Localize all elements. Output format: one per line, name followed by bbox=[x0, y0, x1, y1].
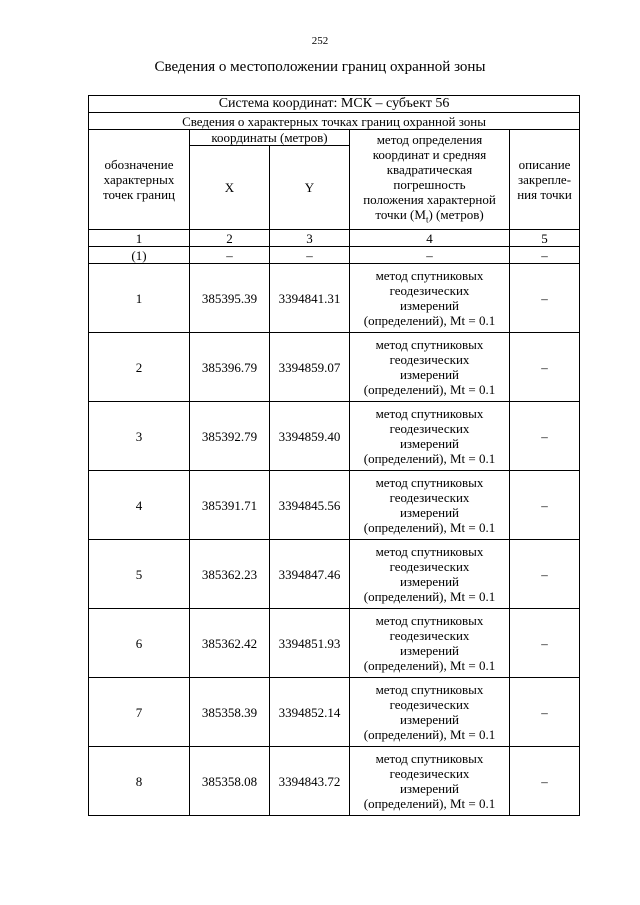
method-line: метод спутниковых bbox=[375, 544, 484, 559]
method-line: метод спутниковых bbox=[375, 751, 484, 766]
y-coordinate: 3394852.14 bbox=[270, 678, 350, 747]
first-row-cell: – bbox=[270, 247, 350, 264]
description-cell: – bbox=[510, 333, 580, 402]
header-method-line: квадратическая bbox=[386, 161, 473, 177]
method-line: (определений), Mt = 0.1 bbox=[363, 382, 496, 397]
method-line: измерений bbox=[399, 643, 460, 658]
first-row-cell: – bbox=[510, 247, 580, 264]
method-cell bbox=[350, 747, 510, 816]
point-id: 7 bbox=[89, 678, 190, 747]
x-coordinate: 385395.39 bbox=[190, 264, 270, 333]
method-cell bbox=[350, 609, 510, 678]
method-line: (определений), Mt = 0.1 bbox=[363, 658, 496, 673]
method-cell bbox=[350, 471, 510, 540]
method-line: геодезических bbox=[389, 766, 470, 781]
header-method-subscript: t bbox=[425, 214, 429, 225]
method-line: измерений bbox=[399, 781, 460, 796]
header-y: Y bbox=[270, 146, 350, 230]
method-line: метод спутниковых bbox=[375, 337, 484, 352]
table-row bbox=[89, 540, 580, 609]
method-cell bbox=[350, 333, 510, 402]
description-cell: – bbox=[510, 402, 580, 471]
method-line: геодезических bbox=[389, 283, 470, 298]
method-line: метод спутниковых bbox=[375, 406, 484, 421]
description-cell: – bbox=[510, 678, 580, 747]
x-coordinate: 385358.39 bbox=[190, 678, 270, 747]
method-cell bbox=[350, 678, 510, 747]
description-cell: – bbox=[510, 264, 580, 333]
first-row-cell: – bbox=[350, 247, 510, 264]
header-description bbox=[510, 130, 580, 230]
description-cell: – bbox=[510, 471, 580, 540]
x-coordinate: 385396.79 bbox=[190, 333, 270, 402]
description-cell: – bbox=[510, 609, 580, 678]
page-number: 252 bbox=[311, 35, 329, 47]
header-coordinates-group: координаты (метров) bbox=[190, 130, 350, 146]
header-method-suffix: ) (метров) bbox=[428, 206, 484, 222]
y-coordinate: 3394841.31 bbox=[270, 264, 350, 333]
table-row bbox=[89, 609, 580, 678]
table-row bbox=[89, 471, 580, 540]
method-line: (определений), Mt = 0.1 bbox=[363, 520, 496, 535]
coordinates-table bbox=[88, 95, 580, 816]
method-line: геодезических bbox=[389, 490, 470, 505]
column-number: 3 bbox=[270, 230, 350, 247]
method-line: геодезических bbox=[389, 559, 470, 574]
point-id: 8 bbox=[89, 747, 190, 816]
column-number: 1 bbox=[89, 230, 190, 247]
method-line: измерений bbox=[399, 367, 460, 382]
column-number: 5 bbox=[510, 230, 580, 247]
method-line: измерений bbox=[399, 298, 460, 313]
method-line: измерений bbox=[399, 505, 460, 520]
header-designation-line: обозначение bbox=[104, 157, 174, 172]
header-method bbox=[350, 130, 510, 230]
description-cell: – bbox=[510, 540, 580, 609]
method-line: измерений bbox=[399, 574, 460, 589]
method-cell bbox=[350, 402, 510, 471]
y-coordinate: 3394845.56 bbox=[270, 471, 350, 540]
method-line: (определений), Mt = 0.1 bbox=[363, 451, 496, 466]
header-designation-line: точек границ bbox=[102, 187, 176, 202]
table-row bbox=[89, 747, 580, 816]
y-coordinate: 3394847.46 bbox=[270, 540, 350, 609]
description-cell: – bbox=[510, 747, 580, 816]
header-description-line: описание bbox=[518, 157, 571, 172]
point-id: 1 bbox=[89, 264, 190, 333]
method-line: метод спутниковых bbox=[375, 475, 484, 490]
table-row bbox=[89, 402, 580, 471]
method-line: метод спутниковых bbox=[375, 613, 484, 628]
method-line: метод спутниковых bbox=[375, 268, 484, 283]
column-number: 4 bbox=[350, 230, 510, 247]
header-description-line: закрепле- bbox=[518, 172, 572, 187]
method-line: (определений), Mt = 0.1 bbox=[363, 589, 496, 604]
method-cell bbox=[350, 540, 510, 609]
header-method-line bbox=[352, 207, 507, 228]
method-line: (определений), Mt = 0.1 bbox=[363, 796, 496, 811]
x-coordinate: 385362.23 bbox=[190, 540, 270, 609]
method-line: (определений), Mt = 0.1 bbox=[363, 313, 496, 328]
header-method-line: погрешность bbox=[393, 176, 466, 192]
header-designation-line: характерных bbox=[103, 172, 175, 187]
method-cell bbox=[350, 264, 510, 333]
points-section-header: Сведения о характерных точках границ охранной зоны bbox=[89, 113, 580, 130]
y-coordinate: 3394859.40 bbox=[270, 402, 350, 471]
header-designation bbox=[89, 130, 190, 230]
method-line: измерений bbox=[399, 712, 460, 727]
header-method-line: положения характерной bbox=[363, 191, 496, 207]
table-row bbox=[89, 678, 580, 747]
x-coordinate: 385362.42 bbox=[190, 609, 270, 678]
method-line: геодезических bbox=[389, 421, 470, 436]
coordinate-system-header: Система координат: МСК – субъект 56 bbox=[89, 96, 580, 113]
point-id: 5 bbox=[89, 540, 190, 609]
point-id: 4 bbox=[89, 471, 190, 540]
header-method-line: метод определения bbox=[376, 131, 483, 147]
x-coordinate: 385391.71 bbox=[190, 471, 270, 540]
x-coordinate: 385392.79 bbox=[190, 402, 270, 471]
header-x: X bbox=[190, 146, 270, 230]
method-line: геодезических bbox=[389, 697, 470, 712]
first-row-cell: (1) bbox=[89, 247, 190, 264]
method-line: (определений), Mt = 0.1 bbox=[363, 727, 496, 742]
x-coordinate: 385358.08 bbox=[190, 747, 270, 816]
header-method-line: координат и средняя bbox=[372, 146, 487, 162]
method-line: геодезических bbox=[389, 352, 470, 367]
method-line: метод спутниковых bbox=[375, 682, 484, 697]
header-method-prefix: точки (M bbox=[375, 206, 426, 222]
document-title: Сведения о местоположении границ охранной зоны bbox=[154, 59, 486, 75]
y-coordinate: 3394859.07 bbox=[270, 333, 350, 402]
method-line: измерений bbox=[399, 436, 460, 451]
point-id: 3 bbox=[89, 402, 190, 471]
point-id: 2 bbox=[89, 333, 190, 402]
column-number: 2 bbox=[190, 230, 270, 247]
y-coordinate: 3394843.72 bbox=[270, 747, 350, 816]
table-row bbox=[89, 264, 580, 333]
point-id: 6 bbox=[89, 609, 190, 678]
header-description-line: ния точки bbox=[517, 187, 572, 202]
table-row bbox=[89, 333, 580, 402]
y-coordinate: 3394851.93 bbox=[270, 609, 350, 678]
method-line: геодезических bbox=[389, 628, 470, 643]
first-row-cell: – bbox=[190, 247, 270, 264]
